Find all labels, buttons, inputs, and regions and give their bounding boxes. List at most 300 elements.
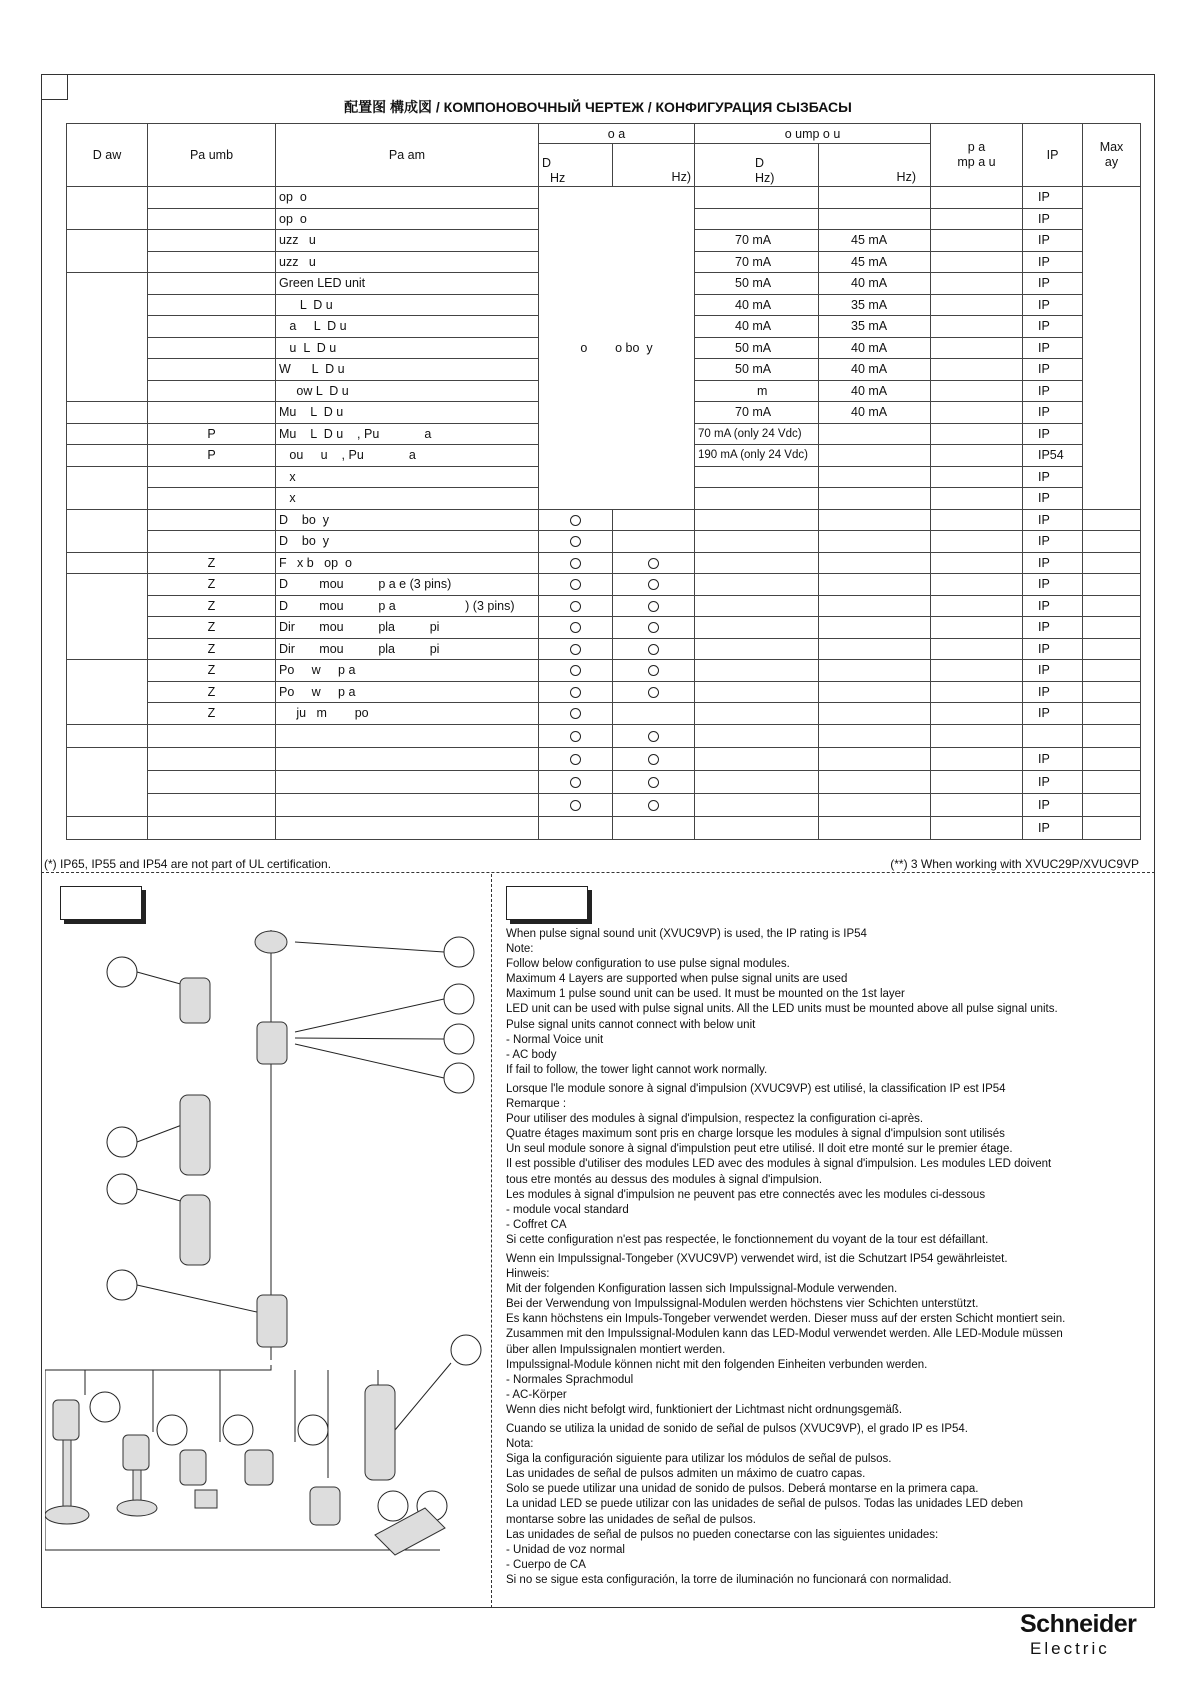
draw-cell: [67, 816, 148, 839]
draw-cell: [67, 230, 148, 273]
availability-mark: [570, 622, 581, 633]
draw-cell: [67, 509, 148, 552]
voltage-dc-cell: [539, 724, 613, 747]
part-name-cell: D bo y: [276, 509, 539, 531]
availability-mark: [648, 800, 659, 811]
consumption-a-cell: [695, 816, 819, 839]
header-d2: D Hz): [695, 144, 819, 187]
part-name-cell: Po w p a: [276, 660, 539, 682]
voltage-ac-cell: [613, 703, 695, 725]
voltage-ac-cell: [613, 552, 695, 574]
consumption-b-cell: [819, 488, 931, 510]
part-name-cell: ow L D u: [276, 380, 539, 402]
consumption-b-cell: [819, 770, 931, 793]
header-consumption: o ump o u: [695, 124, 931, 144]
pole-mount: [123, 1435, 149, 1470]
temp-cell: [931, 660, 1023, 682]
callout-circle: [107, 1174, 137, 1204]
header-part-number: Pa umb: [148, 124, 276, 187]
header-ip: IP: [1023, 124, 1083, 187]
consumption-b-cell: [819, 574, 931, 596]
ip-cell: IP: [1023, 230, 1083, 252]
consumption-b-cell: [819, 208, 931, 230]
temp-cell: [931, 251, 1023, 273]
table-row: [67, 187, 1141, 209]
part-number-cell: [148, 747, 276, 770]
consumption-b-cell: [819, 552, 931, 574]
consumption-b-cell: 40 mA: [819, 273, 931, 295]
part-name-cell: Green LED unit: [276, 273, 539, 295]
max-cell: [1083, 816, 1141, 839]
consumption-a-cell: [695, 509, 819, 531]
part-name-cell: Dir mou pla pi: [276, 617, 539, 639]
note-spanish: Cuando se utiliza la unidad de sonido de señal de pulsos (XVUC9VP), el grado IP es IP54. Nota: Siga la configuración siguiente para utilizar los módulos de señal de pulsos. Las unidades de señal de pulsos admiten un máximo de cuatro capas. Solo se puede utilizar una unidad de sonido de pulsos. Deberá montarse en la primera capa. La unidad LED se puede utilizar con las unidades de señal de pulsos. Todas las unidades LED deben montarse sobre las unidades de señal de pulsos. Las unidades de señal de pulsos no pueden conectarse con las siguientes unidades: - Unidad de voz normal - Cuerpo de CA Si no se sigue esta configuración, la torre de iluminación no funcionará con normalidad.: [506, 1423, 1024, 1586]
temp-cell: [931, 187, 1023, 209]
note-french: Lorsque l'le module sonore à signal d'impulsion (XVUC9VP) est utilisé, la classification IP est IP54 Remarque : Pour utiliser des modules à signal d'impulsion, respectez la configuration ci-après. Quatre étages maximum sont pris en charge lorsque les modules à signal d'impulsion sont utilisés Un seul module sonore à signal d'impulstion peut etre utilisé. Il doit etre monté sur le premier étage. Il est possible d'utiliser des modules LED avec des modules à signal d'impulsion. Les modules LED doivent tous etre montés au dessus des modules à signal d'impulsion. Les modules à signal d'impulsion ne peuvent pas etre connectés avec les modules ci-dessous - module vocal standard - Coffret CA Si cette configuration n'est pas respectée, le fonctionnement du voyant de la tour est défaillant.: [506, 1082, 1052, 1246]
part-number-cell: [148, 793, 276, 816]
consumption-b-cell: [819, 638, 931, 660]
bracket-mount: [180, 1450, 206, 1485]
part-name-cell: D bo y: [276, 531, 539, 553]
ip-cell: IP: [1023, 466, 1083, 488]
callout-circle: [444, 1063, 474, 1093]
temp-cell: [931, 208, 1023, 230]
consumption-a-cell: [695, 660, 819, 682]
consumption-a-cell: [695, 488, 819, 510]
ip-cell: IP: [1023, 380, 1083, 402]
max-cell: [1083, 509, 1141, 531]
consumption-b-cell: [819, 509, 931, 531]
voltage-ac-cell: [613, 816, 695, 839]
table-row: [67, 509, 1141, 531]
part-number-cell: [148, 359, 276, 381]
ip-cell: IP: [1023, 251, 1083, 273]
ip-cell: IP: [1023, 638, 1083, 660]
callout-circle: [107, 1270, 137, 1300]
availability-mark: [648, 558, 659, 569]
voice-unit: [365, 1385, 395, 1480]
ip-cell: IP: [1023, 402, 1083, 424]
part-name-cell: [276, 816, 539, 839]
temp-cell: [931, 294, 1023, 316]
part-name-cell: x: [276, 466, 539, 488]
part-number-cell: [148, 337, 276, 359]
callout-circle: [444, 984, 474, 1014]
voltage-ac-cell: [613, 681, 695, 703]
part-number-cell: [148, 488, 276, 510]
callout-circle: [157, 1415, 187, 1445]
consumption-a-cell: [695, 187, 819, 209]
part-name-cell: uzz u: [276, 230, 539, 252]
table-row: [67, 770, 1141, 793]
consumption-a-cell: [695, 208, 819, 230]
part-name-cell: Mu L D u , Pu a: [276, 423, 539, 445]
consumption-a-cell: [695, 531, 819, 553]
consumption-b-cell: 40 mA: [819, 380, 931, 402]
draw-cell: [67, 445, 148, 467]
voltage-dc-cell: [539, 638, 613, 660]
ip-cell: IP: [1023, 552, 1083, 574]
availability-mark: [570, 777, 581, 788]
consumption-a-cell: [695, 638, 819, 660]
table-body: [67, 187, 1141, 840]
consumption-a-cell: 190 mA (only 24 Vdc): [695, 445, 819, 467]
header-voltage: o a: [539, 124, 695, 144]
draw-cell: [67, 552, 148, 574]
ip-cell: IP: [1023, 294, 1083, 316]
schneider-electric-logo: [1020, 1610, 1160, 1659]
consumption-b-cell: [819, 617, 931, 639]
part-name-cell: op o: [276, 187, 539, 209]
temp-cell: [931, 488, 1023, 510]
part-name-cell: [276, 793, 539, 816]
table-row: [67, 793, 1141, 816]
voltage-dc-cell: [539, 816, 613, 839]
header-d1: D Hz: [539, 144, 613, 187]
consumption-a-cell: [695, 552, 819, 574]
ip-cell: IP: [1023, 509, 1083, 531]
callout-circle: [107, 1127, 137, 1157]
consumption-b-cell: 45 mA: [819, 230, 931, 252]
consumption-b-cell: 35 mA: [819, 316, 931, 338]
part-number-cell: [148, 187, 276, 209]
part-number-cell: [148, 380, 276, 402]
configuration-table: [66, 123, 1141, 840]
part-number-cell: Z: [148, 617, 276, 639]
part-name-cell: L D u: [276, 294, 539, 316]
consumption-a-cell: [695, 770, 819, 793]
part-number-cell: Z: [148, 574, 276, 596]
header-hz1: Hz): [613, 144, 695, 187]
voltage-merged-cell: o o bo y: [539, 187, 695, 510]
temp-cell: [931, 380, 1023, 402]
temp-cell: [931, 423, 1023, 445]
buzzer-unit: [180, 978, 210, 1023]
callout-circle: [223, 1415, 253, 1445]
consumption-b-cell: [819, 724, 931, 747]
max-cell: [1083, 595, 1141, 617]
max-cell: [1083, 793, 1141, 816]
availability-mark: [570, 708, 581, 719]
voltage-dc-cell: [539, 747, 613, 770]
part-number-cell: [148, 509, 276, 531]
draw-cell: [67, 466, 148, 509]
temp-cell: [931, 337, 1023, 359]
consumption-b-cell: [819, 681, 931, 703]
ip-cell: IP: [1023, 574, 1083, 596]
part-number-cell: Z: [148, 638, 276, 660]
draw-cell: [67, 574, 148, 660]
ip-cell: IP: [1023, 595, 1083, 617]
footnote-pulse: (**) 3 When working with XVUC29P/XVUC9VP: [890, 857, 1139, 871]
ip-cell: IP: [1023, 531, 1083, 553]
callout-circle: [444, 1024, 474, 1054]
callout-circle: [444, 937, 474, 967]
part-name-cell: ou u , Pu a: [276, 445, 539, 467]
consumption-a-cell: [695, 793, 819, 816]
table-row: [67, 638, 1141, 660]
consumption-b-cell: [819, 187, 931, 209]
dashed-divider: [41, 872, 1155, 873]
callout-circle: [378, 1491, 408, 1521]
consumption-a-cell: 40 mA: [695, 316, 819, 338]
voltage-dc-cell: [539, 660, 613, 682]
temp-cell: [931, 747, 1023, 770]
ip-cell: IP: [1023, 681, 1083, 703]
section-tab-right: [506, 886, 588, 920]
page-title: 配置图 構成図 / КОМПОНОВОЧНЫЙ ЧЕРТЕЖ / КОНФИГУРАЦИЯ СЫЗБАСЫ: [344, 99, 852, 115]
header-temp: p a mp a u: [931, 124, 1023, 187]
availability-mark: [648, 731, 659, 742]
consumption-b-cell: 35 mA: [819, 294, 931, 316]
table-row: [67, 574, 1141, 596]
max-cell: [1083, 770, 1141, 793]
temp-cell: [931, 230, 1023, 252]
part-name-cell: uzz u: [276, 251, 539, 273]
consumption-b-cell: [819, 466, 931, 488]
part-name-cell: [276, 770, 539, 793]
consumption-a-cell: 70 mA: [695, 402, 819, 424]
part-name-cell: op o: [276, 208, 539, 230]
voltage-dc-cell: [539, 770, 613, 793]
availability-mark: [648, 665, 659, 676]
part-number-cell: [148, 724, 276, 747]
table-row: [67, 531, 1141, 553]
part-number-cell: Z: [148, 595, 276, 617]
consumption-a-cell: 50 mA: [695, 273, 819, 295]
part-name-cell: D mou p a ) (3 pins): [276, 595, 539, 617]
body-unit: [257, 1295, 287, 1347]
voltage-dc-cell: [539, 531, 613, 553]
temp-cell: [931, 595, 1023, 617]
part-name-cell: u L D u: [276, 337, 539, 359]
header-max: Max ay: [1083, 124, 1141, 187]
consumption-a-cell: [695, 724, 819, 747]
part-number-cell: Z: [148, 660, 276, 682]
consumption-b-cell: [819, 423, 931, 445]
availability-mark: [648, 601, 659, 612]
availability-mark: [570, 800, 581, 811]
consumption-b-cell: 40 mA: [819, 337, 931, 359]
part-name-cell: [276, 724, 539, 747]
availability-mark: [648, 687, 659, 698]
consumption-a-cell: [695, 574, 819, 596]
voltage-ac-cell: [613, 724, 695, 747]
voltage-dc-cell: [539, 793, 613, 816]
part-number-cell: P: [148, 445, 276, 467]
ip-cell: IP: [1023, 488, 1083, 510]
notes-block: [506, 927, 1151, 1592]
callout-circle: [298, 1415, 328, 1445]
voltage-dc-cell: [539, 574, 613, 596]
temp-cell: [931, 681, 1023, 703]
part-name-cell: F x b op o: [276, 552, 539, 574]
max-cell: [1083, 617, 1141, 639]
consumption-b-cell: 45 mA: [819, 251, 931, 273]
ip-cell: IP: [1023, 703, 1083, 725]
ip-cell: IP: [1023, 423, 1083, 445]
availability-mark: [648, 754, 659, 765]
part-number-cell: [148, 316, 276, 338]
availability-mark: [570, 601, 581, 612]
temp-cell: [931, 445, 1023, 467]
part-number-cell: [148, 294, 276, 316]
ip-cell: IP: [1023, 208, 1083, 230]
availability-mark: [570, 536, 581, 547]
temp-cell: [931, 724, 1023, 747]
part-name-cell: W L D u: [276, 359, 539, 381]
max-cell: [1083, 747, 1141, 770]
availability-mark: [648, 622, 659, 633]
voltage-dc-cell: [539, 703, 613, 725]
temp-cell: [931, 552, 1023, 574]
voltage-ac-cell: [613, 638, 695, 660]
ip-cell: IP: [1023, 660, 1083, 682]
assembly-illustration: [45, 910, 485, 1600]
temp-cell: [931, 816, 1023, 839]
consumption-b-cell: [819, 660, 931, 682]
part-number-cell: [148, 770, 276, 793]
part-number-cell: Z: [148, 703, 276, 725]
availability-mark: [570, 644, 581, 655]
consumption-a-cell: [695, 681, 819, 703]
table-row: [67, 595, 1141, 617]
consumption-b-cell: [819, 531, 931, 553]
part-number-cell: [148, 208, 276, 230]
consumption-b-cell: 40 mA: [819, 402, 931, 424]
table-row: [67, 660, 1141, 682]
voltage-ac-cell: [613, 531, 695, 553]
table-row: [67, 747, 1141, 770]
part-name-cell: [276, 747, 539, 770]
temp-cell: [931, 703, 1023, 725]
voltage-ac-cell: [613, 595, 695, 617]
part-number-cell: [148, 273, 276, 295]
part-number-cell: [148, 230, 276, 252]
max-cell: [1083, 724, 1141, 747]
ip-cell: IP: [1023, 337, 1083, 359]
voltage-ac-cell: [613, 770, 695, 793]
consumption-a-cell: 40 mA: [695, 294, 819, 316]
draw-cell: [67, 724, 148, 747]
availability-mark: [570, 731, 581, 742]
temp-cell: [931, 770, 1023, 793]
consumption-b-cell: [819, 747, 931, 770]
availability-mark: [570, 687, 581, 698]
direct-mount: [245, 1450, 273, 1485]
max-cell: [1083, 187, 1141, 510]
part-name-cell: Mu L D u: [276, 402, 539, 424]
temp-cell: [931, 466, 1023, 488]
consumption-a-cell: 70 mA (only 24 Vdc): [695, 423, 819, 445]
ip-cell: IP: [1023, 617, 1083, 639]
ip-cell: IP: [1023, 316, 1083, 338]
consumption-b-cell: [819, 445, 931, 467]
max-cell: [1083, 531, 1141, 553]
logo-line1: Schneider: [1020, 1610, 1137, 1638]
consumption-b-cell: 40 mA: [819, 359, 931, 381]
draw-cell: [67, 273, 148, 402]
part-number-cell: Z: [148, 552, 276, 574]
voltage-dc-cell: [539, 595, 613, 617]
table-row: [67, 703, 1141, 725]
table-row: [67, 724, 1141, 747]
wall-mount: [310, 1487, 340, 1525]
table-row: [67, 816, 1141, 839]
header-hz2: Hz): [819, 144, 931, 187]
part-name-cell: a L D u: [276, 316, 539, 338]
voltage-ac-cell: [613, 660, 695, 682]
consumption-b-cell: [819, 793, 931, 816]
table-row: [67, 681, 1141, 703]
part-name-cell: Dir mou pla pi: [276, 638, 539, 660]
max-cell: [1083, 638, 1141, 660]
max-cell: [1083, 703, 1141, 725]
consumption-a-cell: m: [695, 380, 819, 402]
header-draw: D aw: [67, 124, 148, 187]
ip-cell: IP: [1023, 816, 1083, 839]
ip-cell: IP: [1023, 793, 1083, 816]
ip-cell: IP: [1023, 359, 1083, 381]
led-unit: [180, 1095, 210, 1175]
draw-cell: [67, 423, 148, 445]
availability-mark: [570, 515, 581, 526]
voltage-dc-cell: [539, 552, 613, 574]
note-english: When pulse signal sound unit (XVUC9VP) is used, the IP rating is IP54 Note: Follow below configuration to use pulse signal modules. Maximum 4 Layers are supported when pulse signal units are used Maximum 1 pulse sound unit can be used. It must be mounted on the 1st layer LED unit can be used with pulse signal units. All the LED units must be mounted above all pulse signal units. Pulse signal units cannot connect with below unit - Normal Voice unit - AC body If fail to follow, the tower light cannot work normally.: [506, 928, 1058, 1076]
draw-cell: [67, 402, 148, 424]
availability-mark: [570, 665, 581, 676]
voltage-ac-cell: [613, 574, 695, 596]
part-number-cell: [148, 251, 276, 273]
draw-cell: [67, 660, 148, 725]
part-number-cell: P: [148, 423, 276, 445]
consumption-b-cell: [819, 816, 931, 839]
temp-cell: [931, 531, 1023, 553]
temp-cell: [931, 793, 1023, 816]
temp-cell: [931, 316, 1023, 338]
ip-cell: IP: [1023, 273, 1083, 295]
voltage-ac-cell: [613, 793, 695, 816]
callout-circle: [90, 1392, 120, 1422]
voltage-dc-cell: [539, 681, 613, 703]
availability-mark: [570, 579, 581, 590]
cap-unit: [255, 931, 287, 953]
voltage-dc-cell: [539, 509, 613, 531]
led-unit: [257, 1022, 287, 1064]
part-name-cell: ju m po: [276, 703, 539, 725]
max-cell: [1083, 552, 1141, 574]
consumption-a-cell: [695, 747, 819, 770]
part-number-cell: [148, 402, 276, 424]
voltage-ac-cell: [613, 509, 695, 531]
consumption-a-cell: [695, 703, 819, 725]
consumption-b-cell: [819, 703, 931, 725]
consumption-b-cell: [819, 595, 931, 617]
pole-mount: [53, 1400, 79, 1440]
part-number-cell: Z: [148, 681, 276, 703]
table-row: [67, 552, 1141, 574]
consumption-a-cell: 70 mA: [695, 251, 819, 273]
table-row: [67, 617, 1141, 639]
availability-mark: [648, 777, 659, 788]
availability-mark: [570, 754, 581, 765]
voltage-dc-cell: [539, 617, 613, 639]
part-name-cell: Po w p a: [276, 681, 539, 703]
temp-cell: [931, 509, 1023, 531]
logo-line2: Electric: [1030, 1639, 1110, 1658]
availability-mark: [648, 579, 659, 590]
temp-cell: [931, 574, 1023, 596]
